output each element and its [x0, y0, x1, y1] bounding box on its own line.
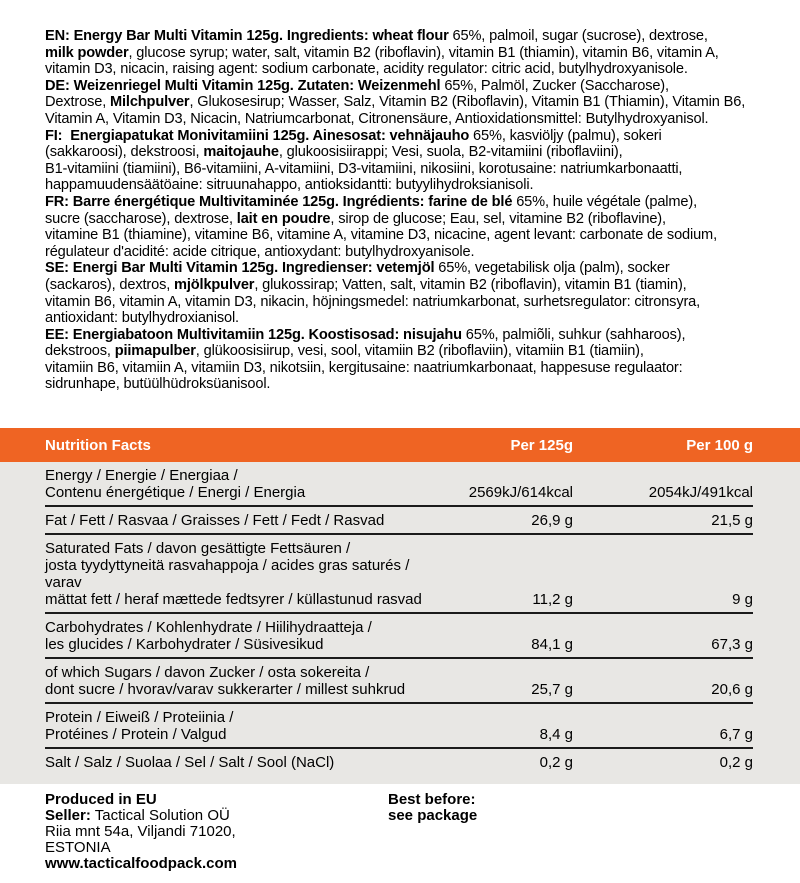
ingredients-line-de-segment: DE: Weizenriegel Multi Vitamin 125g. Zutaten: Weizenmehl	[45, 77, 441, 94]
ingredients-line-se	[45, 294, 762, 311]
ingredients-line-fi	[45, 177, 762, 194]
ingredients-line-de	[45, 94, 762, 111]
ingredients-line-fr-segment: lait en poudre	[236, 210, 331, 227]
seller-info-line	[45, 824, 388, 840]
ingredients-line-se-segment: mjölkpulver	[174, 276, 255, 293]
row-label-line: Fat / Fett / Rasvaa / Graisses / Fett / Fedt / Rasvad	[45, 512, 385, 530]
ingredients-line-en-segment: 65%, palmoil, sugar (sucrose), dextrose,	[448, 28, 708, 44]
ingredients-line-se	[45, 277, 762, 294]
row-label	[45, 709, 453, 743]
row-label	[45, 619, 453, 653]
row-label-line: Energy / Energie / Energiaa /	[45, 467, 238, 485]
ingredients-line-fi	[45, 144, 762, 161]
ingredients-line-fr	[45, 211, 762, 228]
ingredients-line-se-segment: vitamin B6, vitamin A, vitamin D3, nikacin, höjningsmedel: natriumkarbonat, surhetsregulator: citronsyra,	[45, 293, 701, 310]
value-per-125g: 8,4 g	[539, 726, 573, 744]
ingredients-line-ee	[45, 343, 762, 360]
best-before-line-segment: see package	[388, 807, 478, 825]
row-label-line: les glucides / Karbohydrater / Süsivesikud	[45, 636, 324, 654]
ingredients-line-ee	[45, 360, 762, 377]
ingredients-line-en	[45, 45, 762, 62]
ingredients-line-de	[45, 78, 762, 95]
ingredients-line-fi-segment: happamuudensäätöaine: sitruunahappo, antioksidantti: butyylihydroksianisoli.	[45, 177, 534, 194]
ingredients-line-fr-segment: régulateur d'acidité: acide citrique, antioxydant: butylhydroxyanisole.	[45, 243, 475, 260]
ingredients-line-en-segment: vitamin D3, nicacin, raising agent: sodium carbonate, acidity regulator: citric acid, butylhydroxyanisole.	[45, 61, 688, 78]
ingredients-line-fi-segment: , glukoosisiirappi; Vesi, suola, B2-vitamiini (riboflaviini),	[278, 144, 623, 161]
row-label	[45, 540, 453, 608]
table-row	[45, 507, 753, 535]
ingredients-line-se-segment: SE: Energi Bar Multi Vitamin 125g. Ingredienser: vetemjöl	[45, 260, 435, 277]
ingredients-line-en-segment: , glucose syrup; water, salt, vitamin B2 (riboflavin), vitamin B1 (thiamin), vitamin B6, vitamin A,	[128, 44, 719, 61]
ingredients-paragraph-de	[45, 78, 762, 128]
nutrition-table	[0, 462, 800, 784]
value-per-100g: 9 g	[732, 591, 753, 609]
ingredients-line-fr	[45, 244, 762, 261]
ingredients-line-en-segment: milk powder	[45, 44, 129, 61]
ingredients-line-fi-segment: (sakkaroosi), dekstroosi,	[45, 144, 204, 161]
nutrition-facts-header	[0, 428, 800, 462]
ingredients-line-de	[45, 111, 762, 128]
seller-info-line-segment: Produced in EU	[45, 791, 157, 809]
seller-info-block	[45, 792, 388, 872]
seller-info-line	[45, 840, 388, 856]
ingredients-line-fr	[45, 194, 762, 211]
ingredients-line-ee-segment: sidrunhape, butüülhüdroksüanisool.	[45, 376, 271, 393]
ingredients-line-se	[45, 260, 762, 277]
ingredients-line-de-segment: Vitamin A, Vitamin D3, Nicacin, Natriumcarbonat, Citronensäure, Antioxidationsmittel: Butylhydroxyanisol.	[45, 110, 709, 127]
table-row	[45, 535, 753, 614]
ingredients-line-ee-segment: vitamiin B6, vitamiin A, vitamiin D3, nikotsiin, kergitusaine: naatriumkarbonaat, happesuse regulaator:	[45, 359, 683, 376]
table-row	[45, 614, 753, 659]
seller-info-line-segment: Seller:	[45, 807, 91, 825]
value-per-125g: 84,1 g	[531, 636, 573, 654]
value-per-100g: 2054kJ/491kcal	[648, 484, 753, 502]
ingredients-line-se-segment: antioxidant: butylhydroxianisol.	[45, 310, 239, 327]
ingredients-block	[0, 0, 800, 393]
nutrition-facts-title: Nutrition Facts	[45, 436, 151, 454]
best-before-line	[388, 808, 800, 824]
ingredients-line-de-segment: 65%, Palmöl, Zucker (Saccharose),	[440, 77, 669, 94]
seller-info-line-segment: ESTONIA	[45, 839, 111, 857]
ingredients-paragraph-fi	[45, 128, 762, 194]
ingredients-line-en	[45, 28, 762, 45]
ingredients-line-ee-segment: 65%, palmiõli, suhkur (sahharoos),	[461, 326, 686, 343]
row-label	[45, 512, 453, 529]
value-per-125g: 25,7 g	[531, 681, 573, 699]
row-label-line: Protein / Eiweiß / Proteiinia /	[45, 709, 234, 727]
seller-info-line-segment: Riia mnt 54a, Viljandi 71020,	[45, 823, 236, 841]
value-per-125g: 2569kJ/614kcal	[468, 484, 573, 502]
ingredients-line-ee-segment: dekstroos,	[45, 343, 115, 360]
ingredients-line-fi-segment: B1-vitamiini (tiamiini), B6-vitamiini, A-vitamiini, D3-vitamiini, nikosiini, korotusaine: natriumkarbonaatti,	[45, 160, 683, 177]
row-label-line: of which Sugars / davon Zucker / osta sokereita /	[45, 664, 370, 682]
value-per-100g: 6,7 g	[719, 726, 753, 744]
ingredients-paragraph-se	[45, 260, 762, 326]
ingredients-line-fi-segment: maitojauhe	[203, 144, 279, 161]
row-label	[45, 467, 453, 501]
footer	[0, 784, 800, 872]
ingredients-line-se-segment: (sackaros), dextros,	[45, 276, 175, 293]
row-label-line: Protéines / Protein / Valgud	[45, 726, 227, 744]
ingredients-line-se-segment: 65%, vegetabilisk olja (palm), socker	[434, 260, 670, 277]
row-label-line: Salt / Salz / Suolaa / Sel / Salt / Sool (NaCl)	[45, 754, 335, 772]
seller-info-line-segment: www.tacticalfoodpack.com	[45, 855, 237, 873]
value-per-100g: 0,2 g	[719, 754, 753, 772]
ingredients-line-ee	[45, 376, 762, 393]
ingredients-line-se-segment: , glukossirap; Vatten, salt, vitamin B2 (riboflavin), vitamin B1 (tiamin),	[254, 276, 687, 293]
ingredients-line-fr-segment: FR: Barre énergétique Multivitaminée 125g. Ingrédients: farine de blé	[45, 193, 513, 210]
row-label	[45, 754, 453, 771]
per-100g-column-header: Per 100 g	[686, 436, 753, 454]
ingredients-line-ee-segment: EE: Energiabatoon Multivitamiin 125g. Koostisosad: nisujahu	[45, 326, 462, 343]
ingredients-line-de-segment: Milchpulver	[110, 94, 190, 111]
row-label-line: Carbohydrates / Kohlenhydrate / Hiilihydraatteja /	[45, 619, 372, 637]
row-label-line: Contenu énergétique / Energi / Energia	[45, 484, 306, 502]
best-before-block	[388, 792, 800, 872]
table-row	[45, 659, 753, 704]
ingredients-line-fr-segment: sucre (saccharose), dextrose,	[45, 210, 237, 227]
ingredients-line-fi	[45, 161, 762, 178]
table-row	[45, 462, 753, 507]
value-per-125g: 11,2 g	[532, 591, 573, 609]
ingredients-line-se	[45, 310, 762, 327]
ingredients-line-fr	[45, 227, 762, 244]
ingredients-line-fi-segment: 65%, kasviöljy (palmu), sokeri	[469, 127, 662, 144]
seller-info-line	[45, 808, 388, 824]
ingredients-line-en-segment: EN: Energy Bar Multi Vitamin 125g. Ingredients: wheat flour	[45, 28, 449, 44]
ingredients-line-ee-segment: , glükoosisiirup, vesi, sool, vitamiin B2 (riboflaviin), vitamiin B1 (tiamiin),	[195, 343, 644, 360]
table-row	[45, 704, 753, 749]
ingredients-line-fr-segment: 65%, huile végétale (palme),	[512, 193, 697, 210]
row-label-line: josta tyydyttyneitä rasvahappoja / acides gras saturés / varav	[45, 557, 410, 592]
ingredients-line-ee-segment: piimapulber	[114, 343, 196, 360]
ingredients-line-fi-segment: FI: Energiapatukat Monivitamiini 125g. Ainesosat: vehnäjauho	[45, 127, 470, 144]
value-per-100g: 20,6 g	[711, 681, 753, 699]
row-label-line: mättat fett / heraf mættede fedtsyrer / küllastunud rasvad	[45, 591, 422, 609]
ingredients-line-fr-segment: , sirop de glucose; Eau, sel, vitamine B2 (riboflavine),	[330, 210, 666, 227]
value-per-125g: 26,9 g	[531, 512, 573, 530]
ingredients-line-en	[45, 61, 762, 78]
ingredients-line-ee	[45, 327, 762, 344]
ingredients-line-fi	[45, 128, 762, 145]
ingredients-paragraph-en	[45, 28, 762, 78]
ingredients-line-de-segment: Dextrose,	[45, 94, 111, 111]
seller-info-line	[45, 856, 388, 872]
best-before-line-segment: Best before:	[388, 791, 476, 809]
ingredients-paragraph-ee	[45, 327, 762, 393]
ingredients-paragraph-fr	[45, 194, 762, 260]
row-label-line: Saturated Fats / davon gesättigte Fettsäuren /	[45, 540, 351, 558]
value-per-100g: 67,3 g	[711, 636, 753, 654]
table-row	[45, 749, 753, 775]
value-per-125g: 0,2 g	[539, 754, 573, 772]
per-125g-column-header: Per 125g	[510, 436, 573, 454]
row-label-line: dont sucre / hvorav/varav sukkerarter / millest suhkrud	[45, 681, 406, 699]
best-before-line	[388, 792, 800, 808]
seller-info-line-segment: Tactical Solution OÜ	[90, 807, 230, 825]
seller-info-line	[45, 792, 388, 808]
ingredients-line-de-segment: , Glukosesirup; Wasser, Salz, Vitamin B2 (Riboflavin), Vitamin B1 (Thiamin), Vitamin B6,	[189, 94, 746, 111]
ingredients-line-fr-segment: vitamine B1 (thiamine), vitamine B6, vitamine A, vitamine D3, nicacine, agent levant: carbonate de sodium,	[45, 227, 717, 244]
value-per-100g: 21,5 g	[711, 512, 753, 530]
row-label	[45, 664, 453, 698]
